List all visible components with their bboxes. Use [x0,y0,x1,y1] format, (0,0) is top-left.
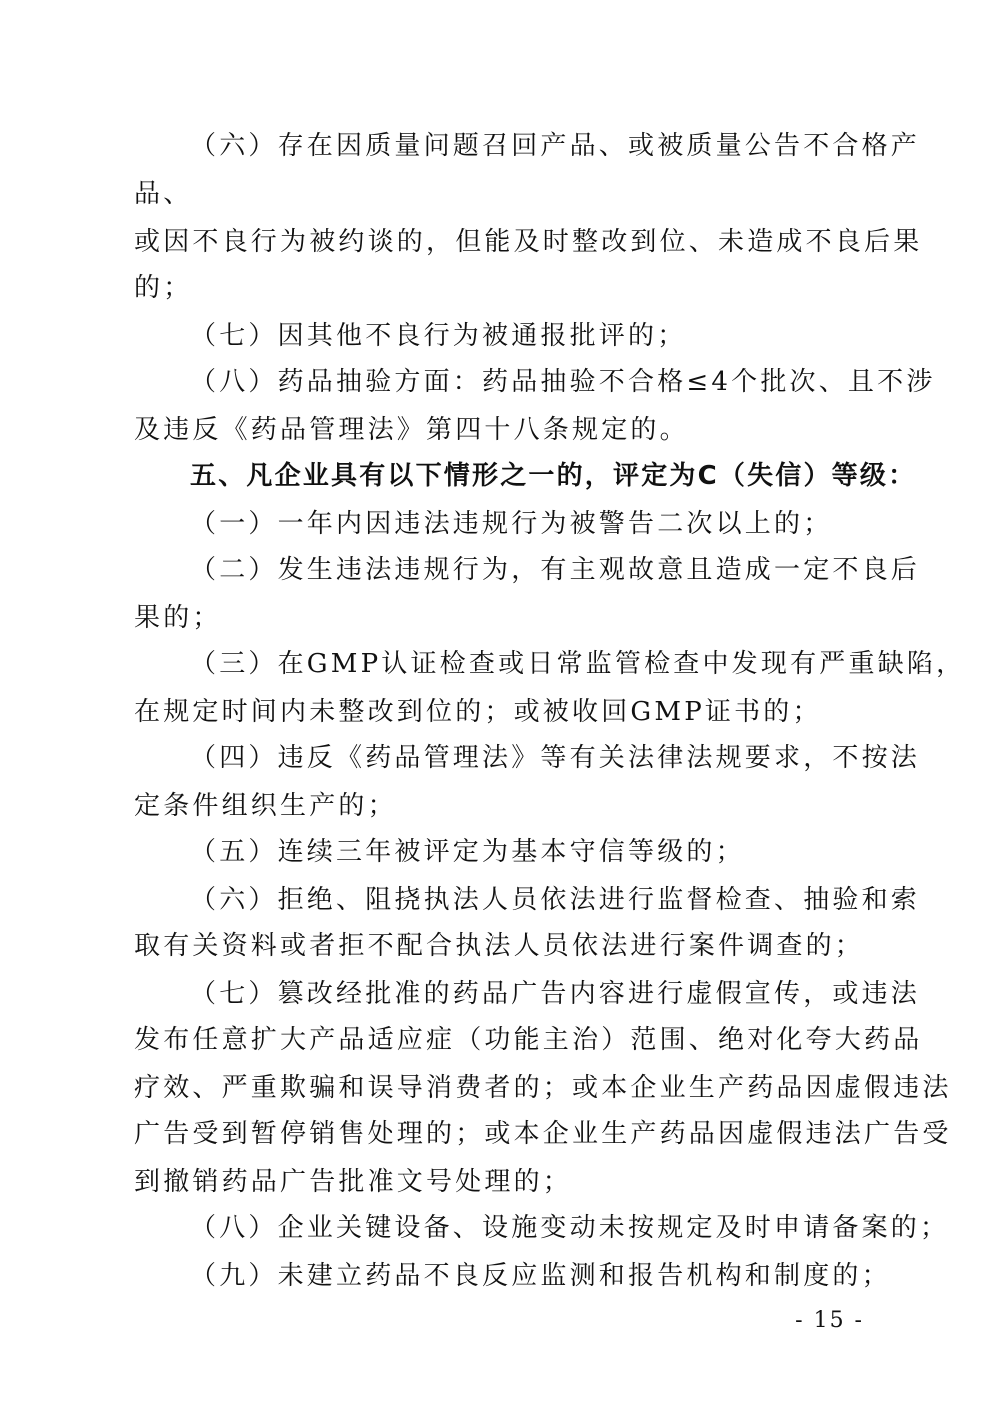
section-heading: 五、凡企业具有以下情形之一的，评定为C（失信）等级： [190,461,917,491]
text-line: （九）未建立药品不良反应监测和报告机构和制度的； [190,1261,891,1291]
text-line: 广告受到暂停销售处理的；或本企业生产药品因虚假违法广告受 [134,1119,952,1149]
text-line: 的； [134,273,193,303]
text-line: （六）存在因质量问题召回产品、或被质量公告不合格产 [190,131,921,161]
text-line: 疗效、严重欺骗和误导消费者的；或本企业生产药品因虚假违法 [134,1073,952,1103]
text-line: （八）药品抽验方面：药品抽验不合格≤4个批次、且不涉 [190,367,936,397]
text-line: 果的； [134,603,222,633]
text-line: （七）因其他不良行为被通报批评的； [190,321,687,351]
text-line: （五）连续三年被评定为基本守信等级的； [190,837,745,867]
text-line: （八）企业关键设备、设施变动未按规定及时申请备案的； [190,1213,950,1243]
text-line: 定条件组织生产的； [134,791,397,821]
text-line: 及违反《药品管理法》第四十八条规定的。 [134,415,689,445]
text-line: （四）违反《药品管理法》等有关法律法规要求，不按法 [190,743,921,773]
text-line: （二）发生违法违规行为，有主观故意且造成一定不良后 [190,555,921,585]
text-line: 或因不良行为被约谈的，但能及时整改到位、未造成不良后果 [134,227,923,257]
page-number: - 15 - [795,1308,864,1333]
text-line: 在规定时间内未整改到位的；或被收回GMP证书的； [134,697,822,727]
text-line: 取有关资料或者拒不配合执法人员依法进行案件调查的； [134,931,865,961]
text-line: （七）篡改经批准的药品广告内容进行虚假宣传，或违法 [190,979,921,1009]
text-line: 到撤销药品广告批准文号处理的； [134,1167,573,1197]
text-line: （三）在GMP认证检查或日常监管检查中发现有严重缺陷， [190,649,966,679]
text-line: （六）拒绝、阻挠执法人员依法进行监督检查、抽验和索 [190,885,921,915]
text-line: 品、 [134,179,193,209]
text-line: 发布任意扩大产品适应症（功能主治）范围、绝对化夸大药品 [134,1025,923,1055]
text-line: （一）一年内因违法违规行为被警告二次以上的； [190,509,833,539]
